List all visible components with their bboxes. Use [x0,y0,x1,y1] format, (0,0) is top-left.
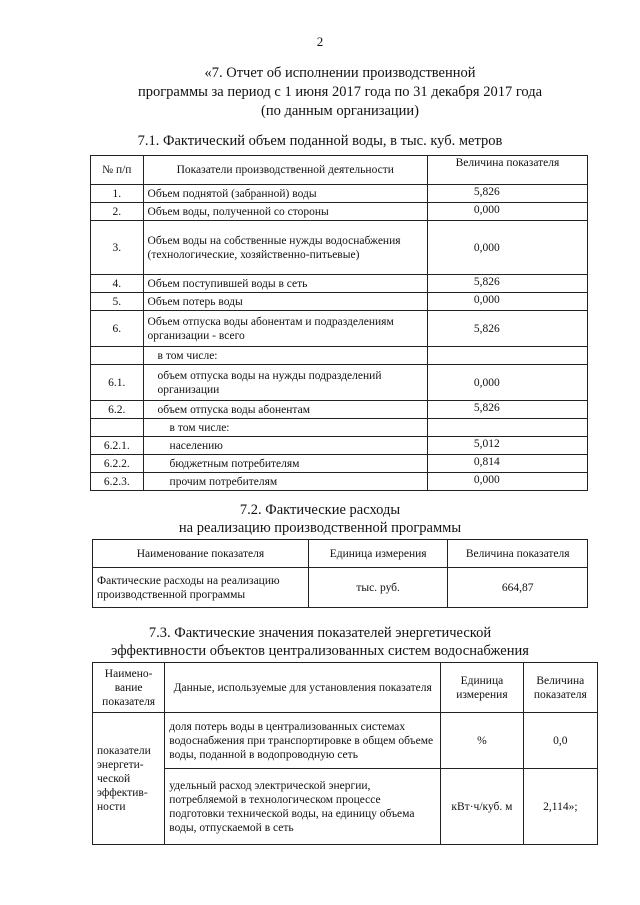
col-header-value: Величина показателя [427,156,587,185]
section-7-3-title-line-2: эффективности объектов централизованных систем водоснабжения [111,643,529,659]
table-row [91,437,588,455]
row-value [427,347,587,365]
row-label: Объем воды на собственные нужды водоснабжения (технологические, хозяйственно-питьевые) [143,221,427,275]
row-label: прочим потребителям [143,473,427,491]
table-row [93,568,588,608]
row-number: 6.2.3. [91,473,144,491]
row-number: 2. [91,203,144,221]
row-label: Объем воды, полученной со стороны [143,203,427,221]
table-row [93,769,598,845]
row-number: 1. [91,185,144,203]
row-number [91,419,144,437]
row-value: 5,826 [427,185,587,203]
table-row [93,713,598,769]
section-7-2-title-line-2: на реализацию производственной программы [178,520,462,536]
row-number [91,347,144,365]
table-row [91,419,588,437]
water-volume-table [90,155,588,491]
row-label: Объем потерь воды [143,293,427,311]
table-row [91,401,588,419]
col-header-indicator: Показатели производственной деятельности [143,156,427,185]
section-7-1-title-text: 7.1. Фактический объем поданной воды, в тыс. куб. метров [137,133,503,149]
row-number: 5. [91,293,144,311]
row-value: 0,814 [427,455,587,473]
table-row [91,347,588,365]
table-row [91,185,588,203]
indicator-unit: % [441,713,523,769]
row-label: Объем поднятой (забранной) воды [143,185,427,203]
indicator-group-label: показатели энергети-ческой эффектив-ности [93,713,165,845]
col-header-name: Наименование показателя [93,540,309,568]
table-row [91,203,588,221]
table-header-row [93,540,588,568]
indicator-unit: кВт·ч/куб. м [441,769,523,845]
table-row [91,365,588,401]
row-number: 4. [91,275,144,293]
col-header-unit: Единица измерения [441,663,523,713]
row-value: 5,012 [427,437,587,455]
indicator-value: 2,114»; [523,769,597,845]
section-7-2-title-line-1: 7.2. Фактические расходы [239,502,401,518]
table-row [91,473,588,491]
col-header-unit: Единица измерения [308,540,448,568]
row-value: 0,000 [427,203,587,221]
col-header-name: Наимено-вание показателя [93,663,165,713]
row-label: объем отпуска воды абонентам [143,401,427,419]
expense-label: Фактические расходы на реализацию производственной программы [93,568,309,608]
row-value [427,419,587,437]
table-header-row [91,156,588,185]
expense-value: 664,87 [448,568,588,608]
row-label: Объем отпуска воды абонентам и подразделениям организации - всего [143,311,427,347]
heading-line-1: «7. Отчет об исполнении производственной [204,65,476,81]
heading-line-2: программы за период с 1 июня 2017 года по 31 декабря 2017 года [137,84,543,100]
row-label: в том числе: [143,419,427,437]
row-label: Объем поступившей воды в сеть [143,275,427,293]
row-value: 0,000 [427,473,587,491]
col-header-number: № п/п [91,156,144,185]
row-label: объем отпуска воды на нужды подразделений организации [143,365,427,401]
row-value: 0,000 [427,365,587,401]
row-number: 6. [91,311,144,347]
row-number: 6.2.1. [91,437,144,455]
col-header-value: Величина показателя [523,663,597,713]
table-row [91,311,588,347]
page-number: 2 [316,34,324,49]
row-value: 0,000 [427,293,587,311]
row-number: 6.1. [91,365,144,401]
col-header-value: Величина показателя [448,540,588,568]
table-row [91,293,588,311]
report-heading [60,64,620,121]
expense-unit: тыс. руб. [308,568,448,608]
row-label: в том числе: [143,347,427,365]
table-row [91,275,588,293]
row-number: 6.2. [91,401,144,419]
row-value: 0,000 [427,221,587,275]
expenses-table [92,539,588,608]
indicator-data: удельный расход электрической энергии, потребляемой в технологическом процессе подготовки технической воды, на единицу объема воды, отпускаемой в сеть [165,769,441,845]
indicator-value: 0,0 [523,713,597,769]
table-row [91,221,588,275]
row-label: населению [143,437,427,455]
section-7-3-title-line-1: 7.3. Фактические значения показателей энергетической [148,625,492,641]
section-7-2-title [0,501,640,537]
section-7-1-title [0,132,640,150]
heading-line-3: (по данным организации) [260,103,419,119]
table-row [91,455,588,473]
indicator-data: доля потерь воды в централизованных системах водоснабжения при транспортировке в общем объеме воды, поданной в водопроводную сеть [165,713,441,769]
section-7-3-title [0,624,640,660]
table-header-row [93,663,598,713]
row-value: 5,826 [427,311,587,347]
row-value: 5,826 [427,401,587,419]
row-number: 6.2.2. [91,455,144,473]
row-label: бюджетным потребителям [143,455,427,473]
row-value: 5,826 [427,275,587,293]
col-header-data: Данные, используемые для установления показателя [165,663,441,713]
row-number: 3. [91,221,144,275]
energy-efficiency-table [92,662,598,845]
